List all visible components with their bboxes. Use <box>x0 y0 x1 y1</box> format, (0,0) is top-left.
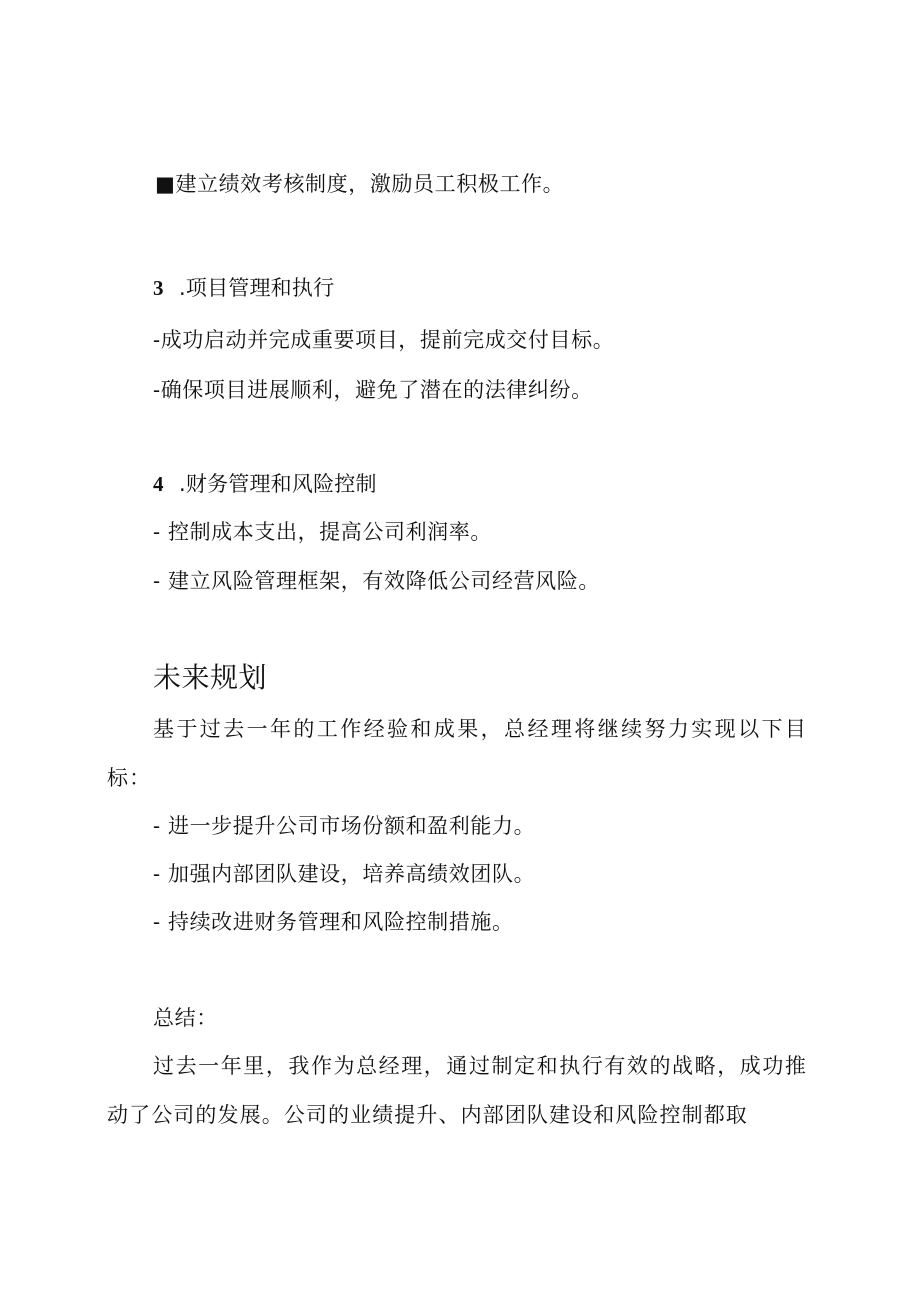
section-3-heading <box>153 274 334 302</box>
section-4-number: 4 <box>153 472 164 496</box>
section-3-item-1: -成功启动并完成重要项目，提前完成交付目标。 <box>153 328 615 352</box>
summary-paragraph: 过去一年里，我作为总经理，通过制定和执行有效的战略，成功推动了公司的发展。公司的业绩提升、内部团队建设和风险控制都取 <box>107 1054 807 1127</box>
section-3-title: .项目管理和执行 <box>179 276 335 300</box>
performance-bullet-item: ■建立绩效考核制度，激励员工积极工作。 <box>155 172 565 196</box>
summary-label: 总结： <box>153 1006 218 1030</box>
future-plan-intro: 基于过去一年的工作经验和成果，总经理将继续努力实现以下目标： <box>107 717 807 790</box>
section-4-title: .财务管理和风险控制 <box>179 472 377 496</box>
section-3-number: 3 <box>153 276 164 300</box>
section-3-item-2: -确保项目进展顺利，避免了潜在的法律纠纷。 <box>153 378 593 402</box>
section-4-item-2: - 建立风险管理框架，有效降低公司经营风险。 <box>153 569 600 593</box>
future-plan-item-1: - 进一步提升公司市场份额和盈利能力。 <box>153 814 536 838</box>
future-plan-item-3: - 持续改进财务管理和风险控制措施。 <box>153 910 514 934</box>
future-plan-item-2: - 加强内部团队建设，培养高绩效团队。 <box>153 862 536 886</box>
future-plan-title: 未来规划 <box>153 661 268 694</box>
section-4-heading <box>153 470 377 498</box>
section-4-item-1: - 控制成本支出，提高公司利润率。 <box>153 520 492 544</box>
